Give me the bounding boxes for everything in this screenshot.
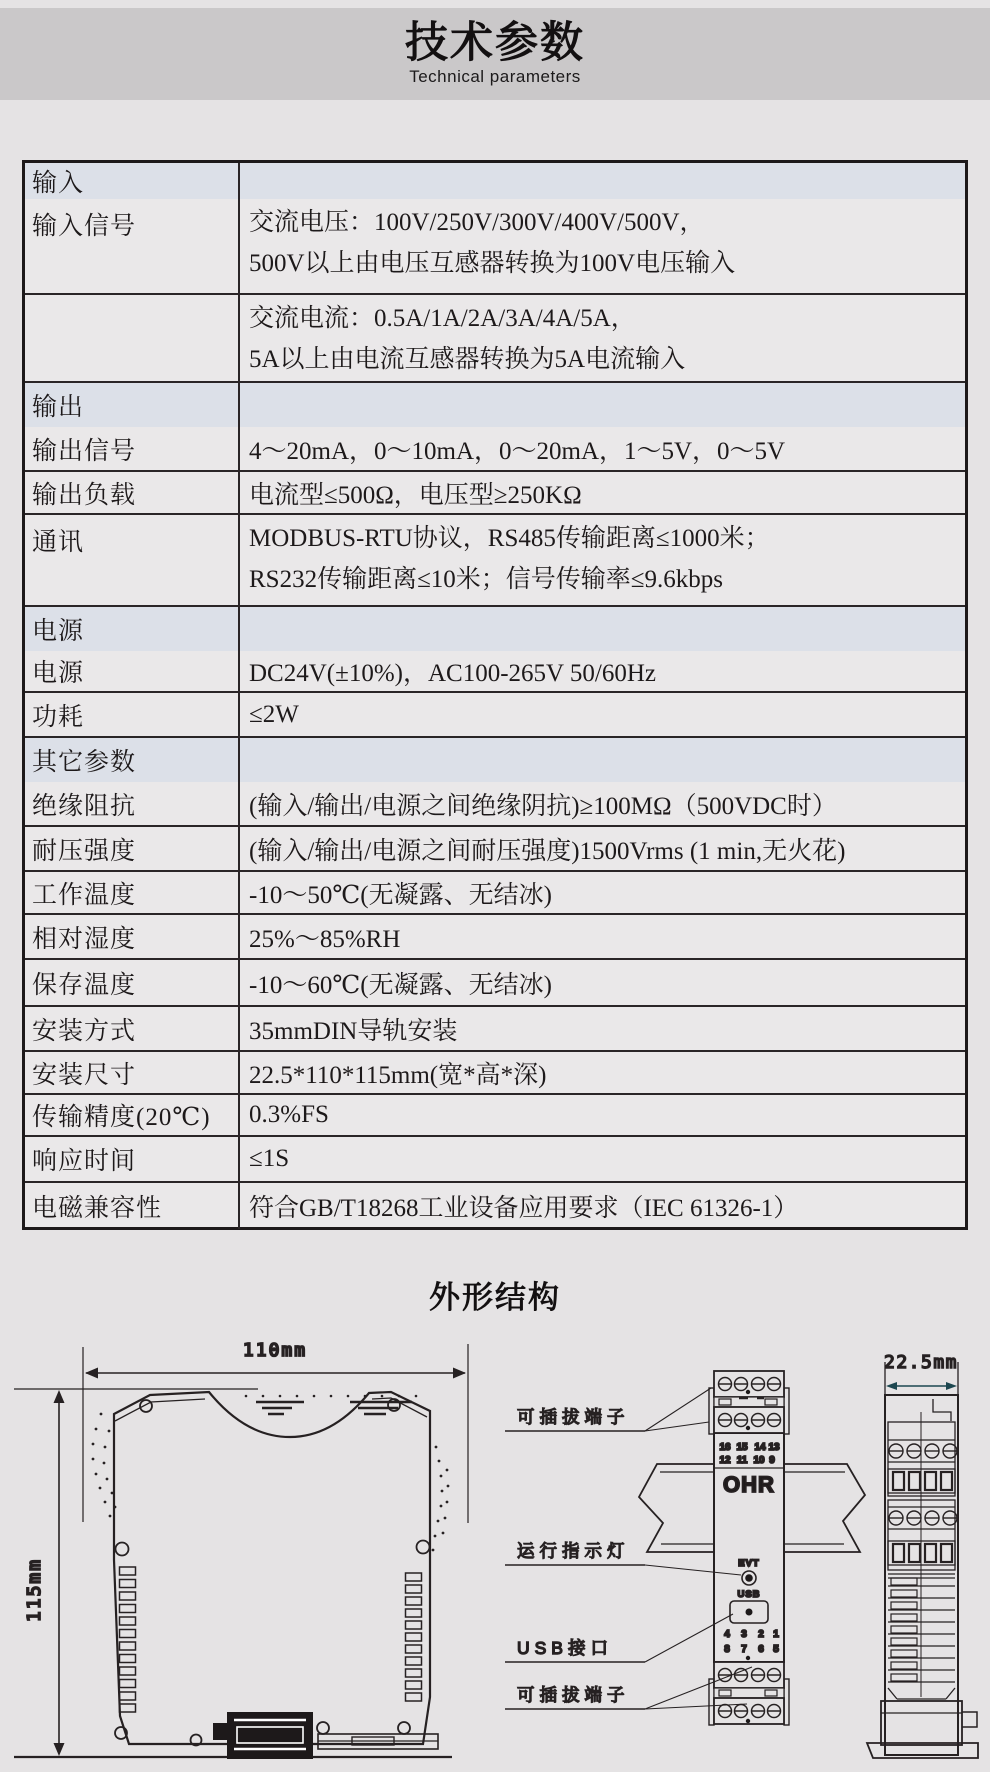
table-section-row — [25, 607, 965, 651]
table-row — [25, 693, 965, 738]
row-value: 35mmDIN导轨安装 — [249, 1017, 458, 1045]
row-label: 输出信号 — [25, 427, 240, 470]
row-label: 安装尺寸 — [25, 1052, 240, 1093]
side-screws — [889, 1444, 957, 1458]
row-label — [25, 295, 240, 381]
terminal-number-red: 7 — [741, 1644, 747, 1655]
arrow-up — [54, 1390, 65, 1403]
row-value: -10～50℃(无凝露、无结冰) — [249, 881, 552, 909]
row-label: 电源 — [25, 651, 240, 691]
row-label: 通讯 — [25, 515, 240, 605]
table-row — [25, 427, 965, 472]
terminal-number: 15 — [736, 1442, 748, 1453]
usb-port-pin — [746, 1609, 753, 1616]
leader-line — [645, 1422, 709, 1431]
row-label: 安装方式 — [25, 1007, 240, 1050]
locator-dot — [746, 1390, 750, 1394]
table-row — [25, 1007, 965, 1052]
usb-label: USB — [737, 1589, 761, 1600]
row-value: ≤2W — [249, 700, 299, 728]
rib-ladder-right — [406, 1573, 422, 1701]
row-value: 500V以上由电压互感器转换为100V电压输入 — [249, 249, 736, 277]
table-row — [25, 1183, 965, 1229]
callout-usb-port: USB接口 — [517, 1638, 613, 1658]
section-label: 电源 — [25, 607, 240, 651]
din-rail-left — [639, 1464, 714, 1552]
top-step — [933, 1399, 951, 1421]
row-label: 传输精度(20℃) — [25, 1095, 240, 1135]
terminal-number: 3 — [741, 1629, 747, 1640]
row-value: 电流型≤500Ω，电压型≥250KΩ — [249, 481, 582, 509]
row-value: MODBUS-RTU协议，RS485传输距离≤1000米； — [249, 525, 770, 552]
din-rail-left-lips — [660, 1472, 714, 1544]
outline-section-title: 外形结构 — [429, 1280, 561, 1315]
run-indicator-led-core — [745, 1574, 753, 1582]
row-value: 25%～85%RH — [249, 925, 401, 953]
table-row — [25, 782, 965, 827]
row-value: DC24V(±10%)，AC100-265V 50/60Hz — [249, 660, 656, 687]
screw-hole — [417, 1541, 430, 1554]
table-row — [25, 1095, 965, 1137]
arrow-down — [54, 1743, 65, 1756]
page-title: 技术参数 — [405, 18, 585, 67]
depth-dimension-label: 22.5mm — [883, 1352, 959, 1373]
table-row — [25, 199, 965, 295]
stipple-dots — [92, 1413, 450, 1552]
table-row — [25, 515, 965, 607]
table-row — [25, 915, 965, 960]
callout-run-indicator: 运行指示灯 — [517, 1541, 630, 1561]
terminal-number: 4 — [724, 1629, 730, 1640]
table-row — [25, 960, 965, 1007]
locator-dot — [746, 1719, 750, 1723]
device-profile-outline — [114, 1392, 430, 1744]
top-edge-inner-line — [115, 1399, 205, 1421]
screw-hole — [398, 1722, 410, 1734]
title-band — [0, 8, 990, 100]
din-clip-right — [962, 1712, 977, 1727]
front-view — [639, 1371, 865, 1725]
terminal-number: 1 — [773, 1629, 779, 1640]
din-rail-right-lips — [784, 1472, 845, 1544]
table-row — [25, 872, 965, 915]
row-label: 电磁兼容性 — [25, 1183, 240, 1229]
row-value: 0.3%FS — [249, 1101, 329, 1128]
row-value: 4～20mA，0～10mA，0～20mA，1～5V，0～5V — [249, 437, 786, 465]
section-label: 输出 — [25, 383, 240, 427]
table-row — [25, 472, 965, 515]
rib-ladder-left — [120, 1567, 136, 1712]
terminal-number: 2 — [758, 1629, 764, 1640]
connector-tab — [213, 1723, 227, 1740]
table-row — [25, 295, 965, 383]
side-view — [867, 1352, 978, 1758]
row-value: 符合GB/T18268工业设备应用要求（IEC 61326-1） — [249, 1195, 799, 1222]
terminal-number: 5 — [773, 1644, 779, 1655]
section-label: 其它参数 — [25, 738, 240, 782]
terminal-number: 12 — [719, 1455, 731, 1466]
table-section-row — [25, 738, 965, 782]
callout-bottom-terminal: 可插拔端子 — [517, 1685, 630, 1705]
screw-hole — [317, 1722, 329, 1734]
arrow-left — [886, 1382, 897, 1390]
arrow-right — [453, 1368, 466, 1379]
terminal-number: 10 — [753, 1455, 765, 1466]
terminal-number: 13 — [768, 1442, 780, 1453]
arrow-left — [85, 1368, 98, 1379]
arrow-right — [946, 1382, 957, 1390]
row-value: (输入/输出/电源之间耐压强度)1500Vrms (1 min,无火花) — [249, 837, 846, 865]
wire-slots — [893, 1544, 952, 1562]
brand-logo: OHR — [723, 1472, 775, 1497]
section-label: 输入 — [25, 163, 240, 199]
locator-dot — [746, 1426, 750, 1430]
wire-slots — [893, 1472, 952, 1490]
row-label: 相对湿度 — [25, 915, 240, 958]
row-value: 交流电流：0.5A/1A/2A/3A/4A/5A， — [249, 305, 636, 332]
leader-line — [645, 1388, 711, 1431]
base-block — [881, 1701, 962, 1745]
row-value: (输入/输出/电源之间绝缘阴抗)≥100MΩ（500VDC时） — [249, 792, 837, 820]
row-value: 交流电压：100V/250V/300V/400V/500V， — [249, 209, 705, 236]
terminal-number: 9 — [769, 1455, 775, 1466]
table-row — [25, 1137, 965, 1183]
row-value: 22.5*110*115mm(宽*高*深) — [249, 1061, 547, 1089]
row-label: 绝缘阻抗 — [25, 782, 240, 825]
callout-top-terminal: 可插拔端子 — [517, 1407, 630, 1427]
terminal-number: 6 — [758, 1644, 764, 1655]
outline-drawings — [0, 1330, 990, 1772]
din-rail-right — [784, 1464, 865, 1552]
table-row — [25, 651, 965, 693]
table-section-row — [25, 383, 965, 427]
row-label: 输出负载 — [25, 472, 240, 513]
vent-dots — [245, 1395, 418, 1398]
terminal-number-red: 8 — [724, 1644, 730, 1655]
side-screws — [889, 1511, 957, 1525]
screw-hole — [140, 1400, 152, 1412]
terminal-number: 11 — [736, 1455, 748, 1466]
row-value: -10～60℃(无凝露、无结冰) — [249, 971, 552, 999]
table-section-row — [25, 163, 965, 199]
page-subtitle: Technical parameters — [409, 67, 581, 87]
device-body — [714, 1433, 784, 1662]
row-label: 响应时间 — [25, 1137, 240, 1181]
row-value: 5A以上由电流互感器转换为5A电流输入 — [249, 345, 686, 373]
table-row — [25, 1052, 965, 1095]
row-label: 工作温度 — [25, 872, 240, 913]
terminal-number: 16 — [719, 1442, 731, 1453]
row-label: 保存温度 — [25, 960, 240, 1005]
row-label: 功耗 — [25, 693, 240, 736]
screw-hole — [116, 1543, 129, 1556]
left-profile-view — [14, 1340, 468, 1759]
row-label: 耐压强度 — [25, 827, 240, 870]
height-dimension-label: 115mm — [24, 1557, 45, 1623]
locator-dot — [746, 1656, 750, 1660]
terminal-number: 14 — [754, 1442, 766, 1453]
table-row — [25, 827, 965, 872]
row-value: RS232传输距离≤10米；信号传输率≤9.6kbps — [249, 565, 724, 593]
spec-table — [22, 160, 968, 1230]
led-label: EVT — [738, 1558, 760, 1569]
row-label: 输入信号 — [25, 199, 240, 293]
row-value: ≤1S — [249, 1145, 290, 1172]
width-dimension-label: 110mm — [242, 1340, 308, 1361]
